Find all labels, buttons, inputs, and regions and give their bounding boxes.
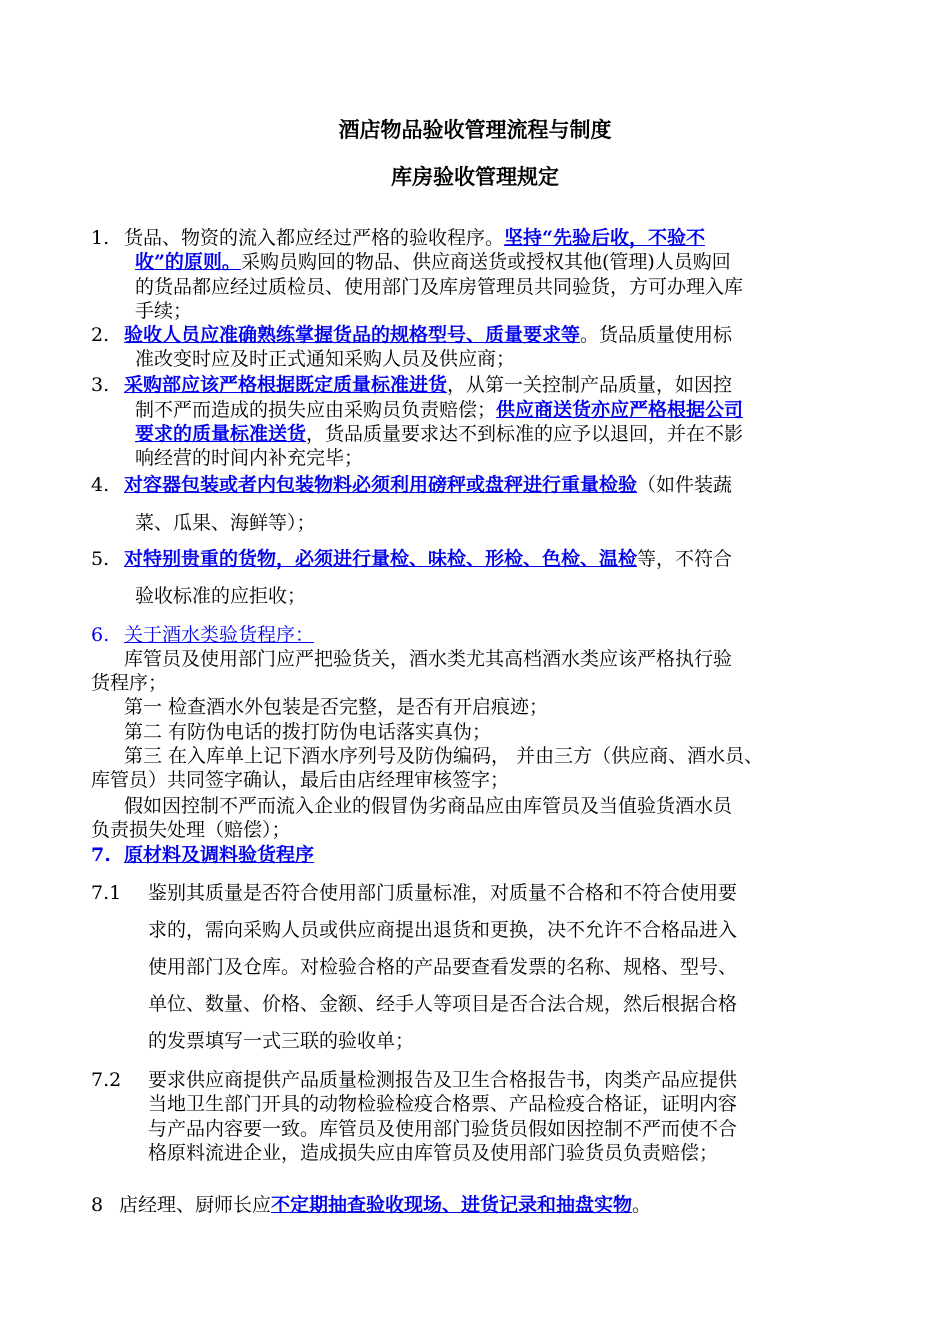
item-2-text: 。货品质量使用标 (580, 324, 733, 346)
item-8-line-1 (119, 1193, 651, 1217)
item-7-1-number: 7.1 (91, 882, 122, 904)
item-3-highlight-2: 供应商送货亦应严格根据公司 (496, 399, 744, 421)
item-1-text: 货品、物资的流入都应经过严格的验收程序。 (124, 227, 505, 249)
item-2-line-1 (124, 323, 732, 347)
item-6-number: 6. (91, 624, 110, 646)
item-4-highlight: 对容器包装或者内包装物料必须利用磅秤或盘秤进行重量检验 (124, 474, 638, 496)
document-title: 酒店物品验收管理流程与制度 (338, 118, 612, 142)
item-1-highlight: 坚持“先验后收，不验不 (504, 227, 705, 249)
item-7-2-number: 7.2 (91, 1069, 122, 1091)
item-4-text: （如件装蔬 (637, 474, 733, 496)
item-7-2-line-2: 当地卫生部门开具的动物检验检疫合格票、产品检疫合格证，证明内容 (148, 1093, 738, 1115)
item-5-line-1 (124, 547, 732, 571)
item-3-text-2: 制不严而造成的损失应由采购员负责赔偿； (135, 399, 497, 421)
item-6-line-2: 货程序； (91, 672, 168, 694)
item-7-2-line-3: 与产品内容要一致。库管员及使用部门验货员假如因控制不严而使不合 (148, 1118, 738, 1140)
document-subtitle: 库房验收管理规定 (391, 165, 559, 189)
item-5-line-2: 验收标准的应拒收； (135, 585, 307, 607)
item-7-2-line-4: 格原料流进企业，造成损失应由库管员及使用部门验货员负责赔偿； (148, 1142, 719, 1164)
item-3-line-2 (135, 398, 743, 422)
item-6-line-5: 第三 在入库单上记下酒水序列号及防伪编码， 并由三方（供应商、酒水员、 (124, 745, 764, 767)
item-3-line-1 (124, 373, 732, 397)
item-8-text: 店经理、厨师长应 (119, 1194, 272, 1216)
item-1-line-1 (124, 226, 705, 250)
item-3-highlight-3: 要求的质量标准送货 (135, 423, 307, 445)
item-2-number: 2. (91, 324, 110, 346)
item-7-heading (124, 843, 314, 867)
item-8-highlight: 不定期抽查验收现场、进货记录和抽盘实物 (271, 1194, 633, 1216)
item-1-text-cont: 采购员购回的物品、供应商送货或授权其他(管理)人员购回 (240, 251, 731, 273)
item-7-heading-text: 原材料及调料验货程序 (124, 844, 315, 866)
item-3-line-3 (135, 422, 743, 446)
item-6-line-7: 假如因控制不严而流入企业的假冒伪劣商品应由库管员及当值验货酒水员 (124, 795, 733, 817)
item-1-line-4: 手续； (135, 300, 193, 322)
item-7-number: 7. (91, 844, 111, 866)
item-6-line-4: 第二 有防伪电话的拨打防伪电话落实真伪； (124, 721, 492, 743)
item-2-highlight: 验收人员应准确熟练掌握货品的规格型号、质量要求等 (124, 324, 581, 346)
item-3-highlight-1: 采购部应该严格根据既定质量标准进货 (124, 374, 448, 396)
item-5-text: 等，不符合 (637, 548, 733, 570)
item-3-number: 3. (91, 374, 110, 396)
item-6-line-8: 负责损失处理（赔偿）； (91, 819, 291, 841)
item-4-number: 4. (91, 474, 110, 496)
item-3-text-1: ，从第一关控制产品质量，如因控 (447, 374, 733, 396)
item-8-number: 8 (91, 1194, 104, 1216)
item-7-1-line-5: 的发票填写一式三联的验收单； (148, 1030, 415, 1052)
item-1-line-2 (135, 250, 731, 274)
item-4-line-1 (124, 473, 732, 497)
item-1-number: 1. (91, 227, 110, 249)
item-6-heading (124, 623, 314, 647)
item-3-line-4: 响经营的时间内补充完毕； (135, 447, 364, 469)
item-6-line-3: 第一 检查酒水外包装是否完整，是否有开启痕迹； (124, 696, 549, 718)
item-8-period: 。 (632, 1194, 652, 1216)
item-6-heading-text: 关于酒水类验货程序： (124, 624, 315, 646)
item-5-highlight: 对特别贵重的货物，必须进行量检、味检、形检、色检、温检 (124, 548, 638, 570)
item-7-1-line-1: 鉴别其质量是否符合使用部门质量标准，对质量不合格和不符合使用要 (148, 882, 738, 904)
item-1-highlight-cont: 收”的原则。 (135, 251, 241, 273)
item-6-line-6: 库管员）共同签字确认，最后由店经理审核签字； (91, 769, 510, 791)
item-3-text-3: ，货品质量要求达不到标准的应予以退回，并在不影 (306, 423, 744, 445)
item-5-number: 5. (91, 548, 110, 570)
item-7-1-line-3: 使用部门及仓库。对检验合格的产品要查看发票的名称、规格、型号、 (148, 956, 738, 978)
item-7-1-line-4: 单位、数量、价格、金额、经手人等项目是否合法合规，然后根据合格 (148, 993, 738, 1015)
item-2-line-2: 准改变时应及时正式通知采购人员及供应商； (135, 348, 516, 370)
item-6-line-1: 库管员及使用部门应严把验货关，酒水类尤其高档酒水类应该严格执行验 (124, 648, 733, 670)
item-7-1-line-2: 求的，需向采购人员或供应商提出退货和更换，决不允许不合格品进入 (148, 919, 738, 941)
item-4-line-2: 菜、瓜果、海鲜等）； (135, 512, 316, 534)
item-7-2-line-1: 要求供应商提供产品质量检测报告及卫生合格报告书，肉类产品应提供 (148, 1069, 738, 1091)
item-1-line-3: 的货品都应经过质检员、使用部门及库房管理员共同验货，方可办理入库 (135, 276, 744, 298)
